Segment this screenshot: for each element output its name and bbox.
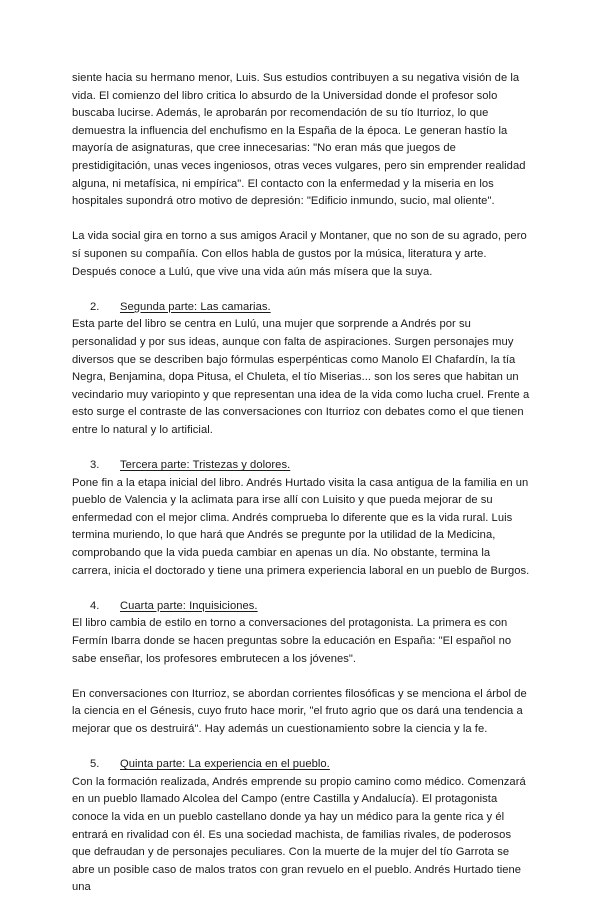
intro-paragraph-2: La vida social gira en torno a sus amigos Aracil y Montaner, que no son de su agrado, pero sí suponen su compañía. Con ellos habla de gustos por la música, literatura y arte. Después conoce a Lulú, que vive una vida aún más mísera que la suya.	[72, 230, 527, 278]
section-4-paragraph-1: El libro cambia de estilo en torno a conversaciones del protagonista. La primera es con Fermín Ibarra donde se hacen preguntas sobre la educación en España: "El español no sabe enseñar, los profesores embrutecen a los jóvenes".	[72, 617, 512, 665]
intro-paragraph-1: siente hacia su hermano menor, Luis. Sus estudios contribuyen a su negativa visión de la vida. El comienzo del libro critica lo absurdo de la Universidad donde el profesor solo buscaba lucirse. Además, le aprobarán por recomendación de su tío Iturrioz, lo que demuestra la influencia del enchufismo en la España de la época. Le generan hastío la mayoría de asignaturas, que cree innecesarias: "No eran más que juegos de prestidigitación, unas veces ingeniosos, otras veces vulgares, pero sin emprender realidad alguna, ni metafísica, ni empírica". El contacto con la enfermedad y la miseria en los hospitales supondrá otro motivo de depresión: "Edificio inmundo, sucio, mal oliente".	[72, 72, 526, 208]
section-heading-3	[72, 457, 530, 475]
section-number: 3.	[90, 459, 100, 472]
section-number: 5.	[90, 758, 100, 771]
section-2-paragraph-1: Esta parte del libro se centra en Lulú, una mujer que sorprende a Andrés por su personalidad y por sus ideas, aunque con falta de aspiraciones. Surgen personajes muy diversos que se describen bajo fórmulas esperpénticas como Manolo El Chafardín, la tía Negra, Benjamina, dopa Pitusa, el Chuleta, el tío Miserias... son los seres que habitan un vecindario muy variopinto y que representan una idea de la vida como lucha cruel. Frente a esto surge el contraste de las conversaciones con Iturrioz con debates como el que tienen entre lo natural y lo artificial.	[72, 318, 530, 436]
section-4-paragraph-2: En conversaciones con Iturrioz, se abordan corrientes filosóficas y se menciona el árbol de la ciencia en el Génesis, cuyo fruto hace morir, "el fruto agrio que os dará una tendencia a mejorar que os destruirá". Hay además un cuestionamiento sobre la ciencia y la fe.	[72, 687, 527, 735]
section-number: 2.	[90, 300, 100, 313]
paragraph-gap	[72, 439, 530, 457]
document-body	[72, 70, 530, 897]
section-heading-2	[72, 299, 530, 317]
paragraph-gap	[72, 211, 530, 229]
section-5-paragraph-1: Con la formación realizada, Andrés emprende su propio camino como médico. Comenzará en un pueblo llamado Alcolea del Campo (entre Castilla y Andalucía). El protagonista conoce la vida en un pueblo castellano donde ya hay un médico para la gente rica y él entrará en rivalidad con él. Es una sociedad machista, de familias rivales, de poderosos que defraudan y de personajes peculiares. Con la muerte de la mujer del tío Garrota se abre un posible caso de malos tratos con gran revuelo en el pueblo. Andrés Hurtado tiene una	[72, 775, 526, 894]
section-number: 4.	[90, 599, 100, 612]
section-title: Tercera parte: Tristezas y dolores.	[120, 459, 291, 472]
section-heading-4	[72, 598, 530, 616]
section-title: Quinta parte: La experiencia en el pueblo.	[120, 758, 330, 771]
section-3-paragraph-1: Pone fin a la etapa inicial del libro. Andrés Hurtado visita la casa antigua de la familia en un pueblo de Valencia y la aclimata para irse allí con Luisito y que pueda mejorar de su enfermedad con el mejor clima. Andrés comprueba lo diferente que es la vida rural. Luis termina muriendo, lo que hará que Andrés se pregunte por la utilidad de la Medicina, comprobando que la vida pueda cambiar en apenas un día. No obstante, termina la carrera, inicia el doctorado y tiene una primera experiencia laboral en un pueblo de Burgos.	[72, 476, 530, 577]
section-heading-5	[72, 756, 530, 774]
paragraph-gap	[72, 668, 530, 686]
paragraph-gap	[72, 281, 530, 299]
paragraph-gap	[72, 739, 530, 757]
section-title: Segunda parte: Las camarias.	[120, 300, 271, 313]
paragraph-gap	[72, 580, 530, 598]
section-title: Cuarta parte: Inquisiciones.	[120, 599, 258, 612]
